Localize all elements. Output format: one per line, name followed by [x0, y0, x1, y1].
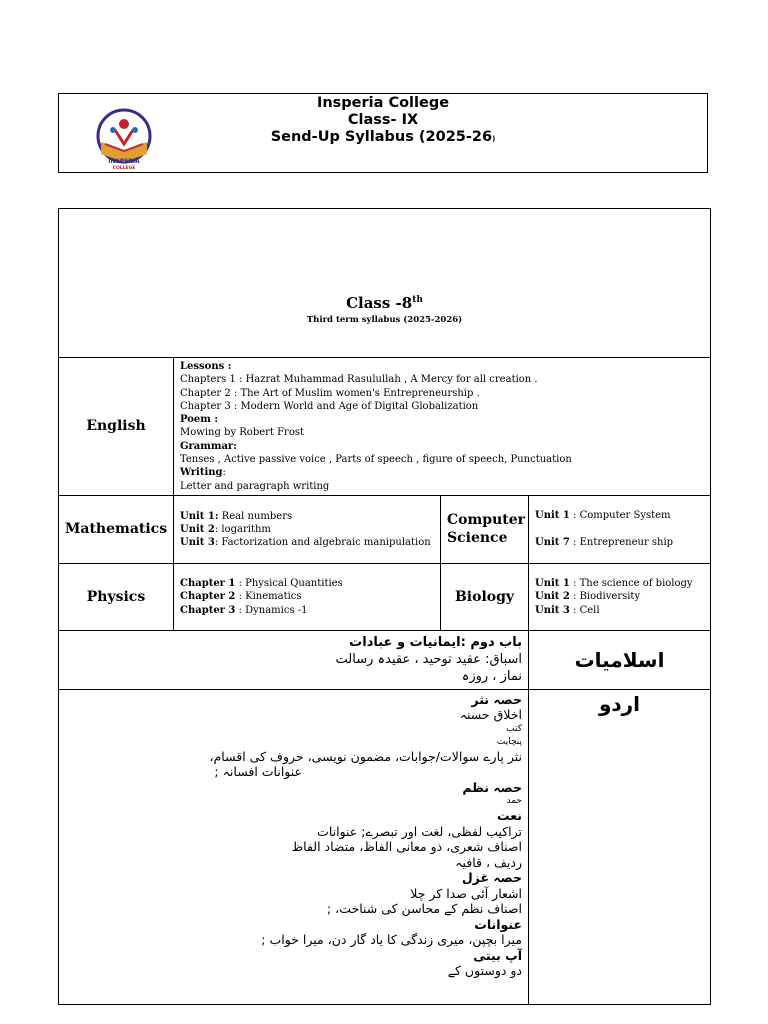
urdu-lines [59, 692, 522, 979]
mathematics-content [174, 495, 441, 563]
subject-physics: Physics [59, 563, 174, 630]
subject-urdu: اردو [529, 689, 711, 1004]
list-item-label: Unit 2 [535, 591, 570, 603]
urdu-line: اصناف شعری، ذو معانی الفاظ، متضاد الفاظ [291, 839, 522, 855]
list-item [535, 590, 704, 603]
urdu-line: پنچایت [496, 736, 522, 747]
list-item [180, 453, 704, 466]
list-item-text: Chapter 2 : The Art of Muslim women's Entrepreneurship . [180, 387, 480, 399]
list-item-text: : Factorization and algebraic manipulation [214, 537, 431, 549]
list-item-text: Mowing by Robert Frost [180, 427, 305, 439]
list-item-label: Poem : [180, 414, 219, 426]
list-item-label: Unit 1 [535, 578, 570, 590]
list-item-label: Grammar: [180, 440, 237, 452]
list-item-label: Unit 3 [535, 604, 570, 616]
urdu-line: ردیف ، قافیہ [455, 854, 522, 870]
computer-science-content [529, 495, 711, 563]
english-content [174, 358, 711, 496]
subject-computer-science [441, 495, 529, 563]
subject-biology: Biology [441, 563, 529, 630]
islamiat-line3: نماز ، روزہ [461, 669, 522, 685]
list-item [535, 577, 704, 590]
list-item-label: Unit 7 [535, 537, 570, 549]
class-title-sup: th [412, 295, 423, 305]
syllabus-line: Send-Up Syllabus (2025-26 [270, 129, 493, 145]
urdu-content [59, 689, 529, 1004]
list-item [180, 466, 704, 479]
list-item-text: : Computer System [569, 510, 671, 522]
header-title: Insperia College Class- IX Send-Up Syllabus (2025-26) [59, 95, 707, 148]
list-item [180, 590, 434, 603]
list-item [180, 510, 434, 523]
urdu-line: آپ بیتی [473, 947, 522, 963]
list-item-label: Lessons : [180, 361, 232, 372]
class-line: Class- IX [347, 112, 419, 128]
header-box [58, 93, 708, 173]
islamiat-line1: باب دوم :ایمانیات و عبادات [349, 635, 522, 651]
urdu-line: نعت [497, 808, 522, 824]
urdu-line: اصناف نظم کے محاسن کی شناخت، ; [326, 901, 522, 917]
urdu-line: عنوانات افسانہ ; [214, 764, 302, 780]
urdu-line: کتب [506, 723, 522, 734]
list-item-text: Chapters 1 : Hazrat Muhammad Rasulullah , A Mercy for all creation . [180, 374, 538, 386]
list-item-text: : Dynamics -1 [235, 604, 308, 616]
physics-lines [180, 577, 434, 617]
list-item-label: Unit 1 [535, 510, 570, 522]
list-item-label: Chapter 1 [180, 578, 236, 590]
list-item-label: Unit 1: [180, 510, 219, 522]
list-item [180, 523, 434, 536]
list-item-text: : The science of biology [569, 578, 693, 590]
list-item [180, 387, 704, 400]
list-item-label: Unit 3 [180, 537, 215, 549]
list-item [180, 413, 704, 426]
list-item-text: : Kinematics [235, 591, 302, 603]
list-item [535, 536, 704, 549]
subject-islamiat: اسلامیات [529, 630, 711, 689]
biology-lines [535, 577, 704, 617]
computer-science-lines [535, 509, 704, 550]
urdu-line: حصہ نظم [462, 779, 522, 795]
urdu-line: حمد [506, 796, 522, 807]
physics-content [174, 563, 441, 630]
class-subtitle: Third term syllabus (2025-2026) [306, 315, 463, 325]
class-title: Class -8 [346, 294, 413, 312]
cs-line2: Science [447, 530, 508, 547]
mathematics-lines [180, 510, 434, 550]
english-lines [180, 360, 704, 493]
logo-text: INSPERIA [108, 158, 140, 165]
islamiat-line2: اسباق: عقید توحید ، عقیدہ رسالت [335, 652, 522, 668]
subject-mathematics: Mathematics [59, 495, 174, 563]
urdu-line: میرا بچپن، میری زندگی کا یاد گار دن، میرا خواب ; [261, 932, 522, 948]
cs-line1: Computer [447, 512, 526, 529]
list-item-text: : Cell [569, 604, 600, 616]
list-item-text: Chapter 3 : Modern World and Age of Digital Globalization [180, 400, 479, 412]
list-item [180, 400, 704, 413]
list-item [180, 426, 704, 439]
list-item [180, 440, 704, 453]
urdu-line: نثر پارے سوالات/جوابات، مضمون نویسی، حروف کی اقسام، [209, 748, 522, 764]
list-item-text: : Entrepreneur ship [569, 537, 674, 549]
biology-content [529, 563, 711, 630]
class-cell [59, 209, 711, 358]
urdu-line: تراکیب لفظی، لغت اور تبصرے; عنوانات [317, 823, 522, 839]
list-item [535, 509, 704, 522]
urdu-line: حصہ نثر [471, 691, 522, 707]
list-item-text: Letter and paragraph writing [180, 480, 330, 492]
list-item [180, 360, 704, 373]
list-item [535, 604, 704, 617]
list-item-label: Chapter 3 [180, 604, 236, 616]
syllabus-table [58, 208, 711, 1005]
list-item-text: : [222, 467, 226, 479]
list-item [180, 604, 434, 617]
list-item-text: Tenses , Active passive voice , Parts of speech , figure of speech, Punctuation [180, 454, 572, 466]
list-item-text: : logarithm [214, 523, 271, 535]
list-item-label: Unit 2 [180, 523, 215, 535]
islamiat-content [59, 630, 529, 689]
urdu-line: اخلاق حسنہ [459, 707, 522, 723]
urdu-line: دو دوستوں کے [447, 963, 522, 979]
urdu-line: اشعار آئی صدا کر چلا [410, 885, 522, 901]
list-item [180, 373, 704, 386]
urdu-line: عنوانات [474, 916, 522, 932]
logo-subtext: COLLEGE [112, 166, 136, 170]
subject-english: English [59, 358, 174, 496]
list-item [180, 480, 704, 493]
list-item-text: Real numbers [218, 510, 293, 522]
list-item-label: Chapter 2 [180, 591, 236, 603]
urdu-line: حصہ غزل [461, 870, 522, 886]
list-item-text: : Biodiversity [569, 591, 641, 603]
list-item-label: Writing [180, 467, 223, 479]
list-item-text: : Physical Quantities [235, 578, 343, 590]
list-item [180, 536, 434, 549]
list-item [180, 577, 434, 590]
college-name: Insperia College [316, 95, 450, 111]
